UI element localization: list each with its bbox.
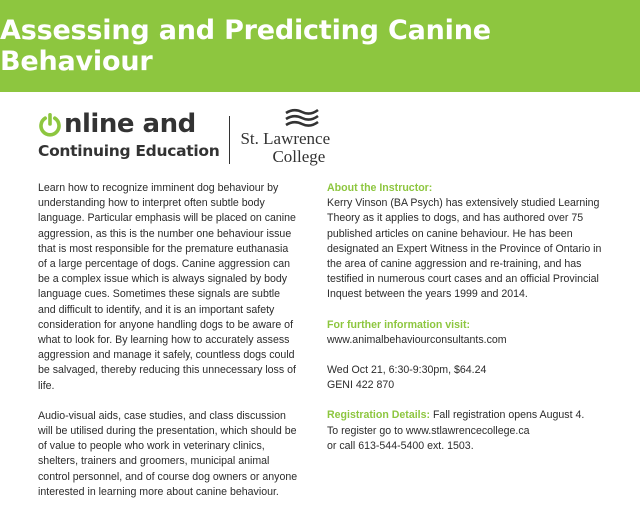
logo-divider — [229, 116, 230, 164]
info-url: www.animalbehaviourconsultants.com — [327, 333, 507, 346]
course-code: GENI 422 870 — [327, 379, 395, 392]
description-column — [38, 181, 300, 515]
session-date-price: Wed Oct 21, 6:30-9:30pm, $64.24 — [327, 364, 487, 377]
logo-text-continuing-education: Continuing Education — [38, 142, 220, 160]
page-title: Assessing and Predicting Canine Behaviour — [0, 15, 491, 77]
logo-text-online: nline and — [64, 109, 196, 139]
registration-phone: or call 613-544-5400 ext. 1503. — [327, 439, 474, 452]
info-heading: For further information visit: — [327, 318, 471, 331]
registration-heading: Registration Details: — [327, 409, 431, 422]
st-lawrence-college-logo — [240, 106, 330, 166]
instructor-bio: Kerry Vinson (BA Psych) has extensively studied Learning Theory as it applies to dogs, and has authored over 75 published articles on canine behaviour. He has been designated an Expert Witness in the Province of Ontario in the area of canine aggression and re-training, and has testified in numerous court cases and an official Provincial Inquest between the years 1999 and 2014. — [327, 197, 602, 301]
logo-row — [38, 108, 330, 168]
details-column — [327, 181, 617, 454]
instructor-heading: About the Instructor: — [327, 182, 433, 194]
waves-icon — [282, 106, 322, 130]
college-name-line1: St. Lawrence — [240, 129, 331, 148]
online-continuing-education-logo — [38, 108, 219, 160]
power-icon — [38, 113, 62, 137]
description-paragraph-1: Learn how to recognize imminent dog behaviour by understanding how to interpret often subtle body language. Particular emphasis will be placed on canine aggression, as this is the number one behaviour issue that is most responsible for the premature euthanasia of a large percentage of dogs. Canine aggression can be a complex issue which is always signaled by body language cues. Sometimes these signals are subtle and difficult to identify, and it is an important safety consideration for anyone handling dogs to be aware of what to look for. By learning how to accurately assess aggression and manage it safely, countless dogs could be salvaged, thereby reducing this unnecessary loss of life. — [38, 182, 296, 392]
description-paragraph-2: Audio-visual aids, case studies, and class discussion will be utilised during the presentation, which should be of value to people who work in veterinary clinics, shelters, trainers and groomers, municipal animal control personnel, and of course dog owners or anyone interested in learning more about canine behaviour. — [38, 409, 298, 498]
registration-line1 — [327, 408, 617, 423]
registration-opens-text: Fall registration opens August 4. — [430, 409, 585, 422]
title-banner — [0, 0, 640, 92]
college-name-line2: College — [272, 147, 326, 166]
registration-website: To register go to www.stlawrencecollege.ca — [327, 424, 530, 437]
